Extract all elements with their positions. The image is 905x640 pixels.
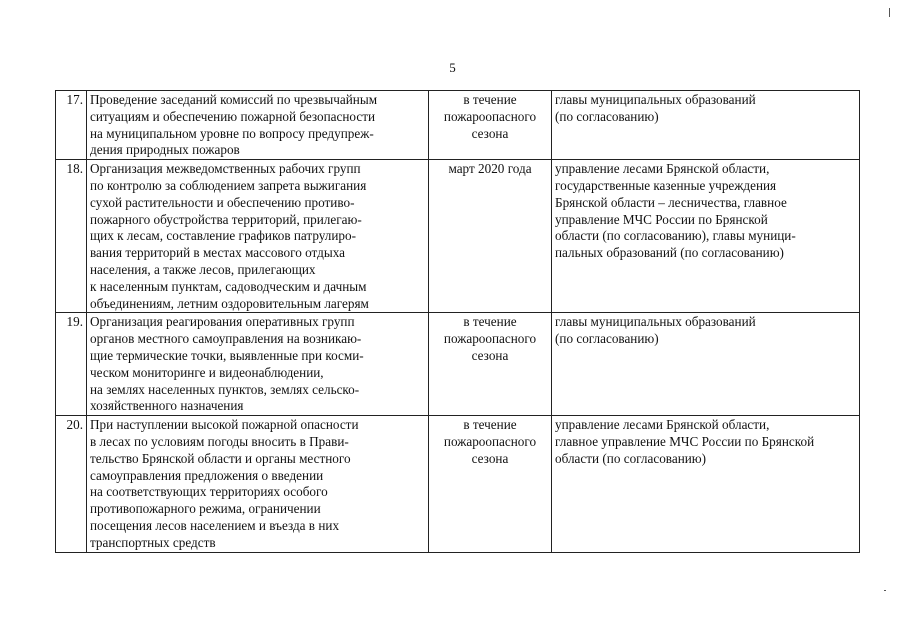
scan-mark-right xyxy=(884,590,886,591)
action-cell-line: дения природных пожаров xyxy=(90,142,240,158)
responsible-cell xyxy=(552,160,860,313)
action-cell-line: к населенным пунктам, садоводческим и дачным xyxy=(90,278,367,294)
action-cell-line: самоуправления предложения о введении xyxy=(90,467,324,483)
responsible-cell-line: управление лесами Брянской области, xyxy=(555,417,770,433)
action-cell-line: на соответствующих территориях особого xyxy=(90,484,328,500)
row-number: 19. xyxy=(56,313,87,416)
term-cell-line: в течение xyxy=(463,92,517,107)
action-cell-line: ческом мониторинге и видеонаблюдении, xyxy=(90,364,324,380)
responsible-cell-line: главы муниципальных образований xyxy=(555,92,756,107)
action-cell-line: щих к лесам, составление графиков патрулиро- xyxy=(90,228,356,244)
row-number: 17. xyxy=(56,91,87,160)
term-cell-line: в течение xyxy=(463,417,517,433)
responsible-cell-line: государственные казенные учреждения xyxy=(555,177,777,193)
responsible-cell-line: управление МЧС России по Брянской xyxy=(555,211,768,227)
action-cell-line: Организация межведомственных рабочих групп xyxy=(90,161,361,177)
term-cell xyxy=(429,313,552,416)
action-cell-line: щие термические точки, выявленные при косми- xyxy=(90,347,364,363)
action-cell xyxy=(87,91,429,160)
responsible-cell-line: главы муниципальных образований xyxy=(555,314,756,330)
term-cell-line: сезона xyxy=(471,125,509,141)
term-cell-line: пожароопасного xyxy=(443,108,537,124)
responsible-cell-line: (по согласованию) xyxy=(555,108,659,124)
action-cell-line: органов местного самоуправления на возникаю- xyxy=(90,331,362,347)
action-cell-line: противопожарного режима, ограничении xyxy=(90,501,321,517)
action-cell-line: хозяйственного назначения xyxy=(90,398,244,414)
term-cell xyxy=(429,91,552,160)
action-cell-line: на землях населенных пунктов, землях сельско- xyxy=(90,381,360,397)
responsible-cell-line: области (по согласованию) xyxy=(555,450,707,466)
action-cell-line: вания территорий в местах массового отдыха xyxy=(90,245,345,261)
action-cell-line: сухой растительности и обеспечению противо- xyxy=(90,194,355,210)
action-cell-line: на муниципальном уровне по вопросу предупреж- xyxy=(90,125,374,141)
action-cell-line: объединениям, летним оздоровительным лагерям xyxy=(90,295,369,311)
action-cell-line: посещения лесов населением и въезда в них xyxy=(90,517,340,533)
term-cell-line: пожароопасного xyxy=(443,433,537,449)
action-cell-line: ситуациям и обеспечению пожарной безопасности xyxy=(90,108,376,124)
responsible-cell xyxy=(552,313,860,416)
scan-mark-top-right xyxy=(889,8,890,17)
action-cell-line: в лесах по условиям погоды вносить в Прави- xyxy=(90,433,349,449)
row-number: 20. xyxy=(56,416,87,552)
action-cell-line: Проведение заседаний комиссий по чрезвычайным xyxy=(90,92,378,107)
page-number: 5 xyxy=(449,60,456,75)
action-cell-line: пожарного обустройства территорий, прилегаю- xyxy=(90,211,362,227)
row-number: 18. xyxy=(56,160,87,313)
table-row xyxy=(56,91,860,160)
term-cell-line: сезона xyxy=(471,450,509,466)
table-row xyxy=(56,416,860,552)
action-cell-line: транспортных средств xyxy=(90,534,216,550)
action-cell-line: Организация реагирования оперативных групп xyxy=(90,314,355,330)
responsible-cell-line: (по согласованию) xyxy=(555,331,659,347)
term-cell-line: сезона xyxy=(471,347,509,363)
table-row xyxy=(56,160,860,313)
action-cell xyxy=(87,313,429,416)
action-cell-line: тельство Брянской области и органы местного xyxy=(90,450,351,466)
responsible-cell xyxy=(552,91,860,160)
term-cell-line: в течение xyxy=(463,314,517,330)
responsible-cell-line: управление лесами Брянской области, xyxy=(555,161,770,177)
term-cell xyxy=(429,416,552,552)
action-cell xyxy=(87,416,429,552)
action-cell-line: по контролю за соблюдением запрета выжигания xyxy=(90,177,367,193)
responsible-cell xyxy=(552,416,860,552)
term-cell-line: март 2020 года xyxy=(448,161,532,177)
measures-table xyxy=(55,90,860,553)
responsible-cell-line: пальных образований (по согласованию) xyxy=(555,245,784,261)
table-body xyxy=(56,91,860,553)
table-row xyxy=(56,313,860,416)
responsible-cell-line: области (по согласованию), главы муници- xyxy=(555,228,796,244)
term-cell xyxy=(429,160,552,313)
action-cell xyxy=(87,160,429,313)
action-cell-line: населения, а также лесов, прилегающих xyxy=(90,261,316,277)
action-cell-line: При наступлении высокой пожарной опасности xyxy=(90,417,359,433)
term-cell-line: пожароопасного xyxy=(443,331,537,347)
responsible-cell-line: Брянской области – лесничества, главное xyxy=(555,194,787,210)
responsible-cell-line: главное управление МЧС России по Брянской xyxy=(555,433,815,449)
